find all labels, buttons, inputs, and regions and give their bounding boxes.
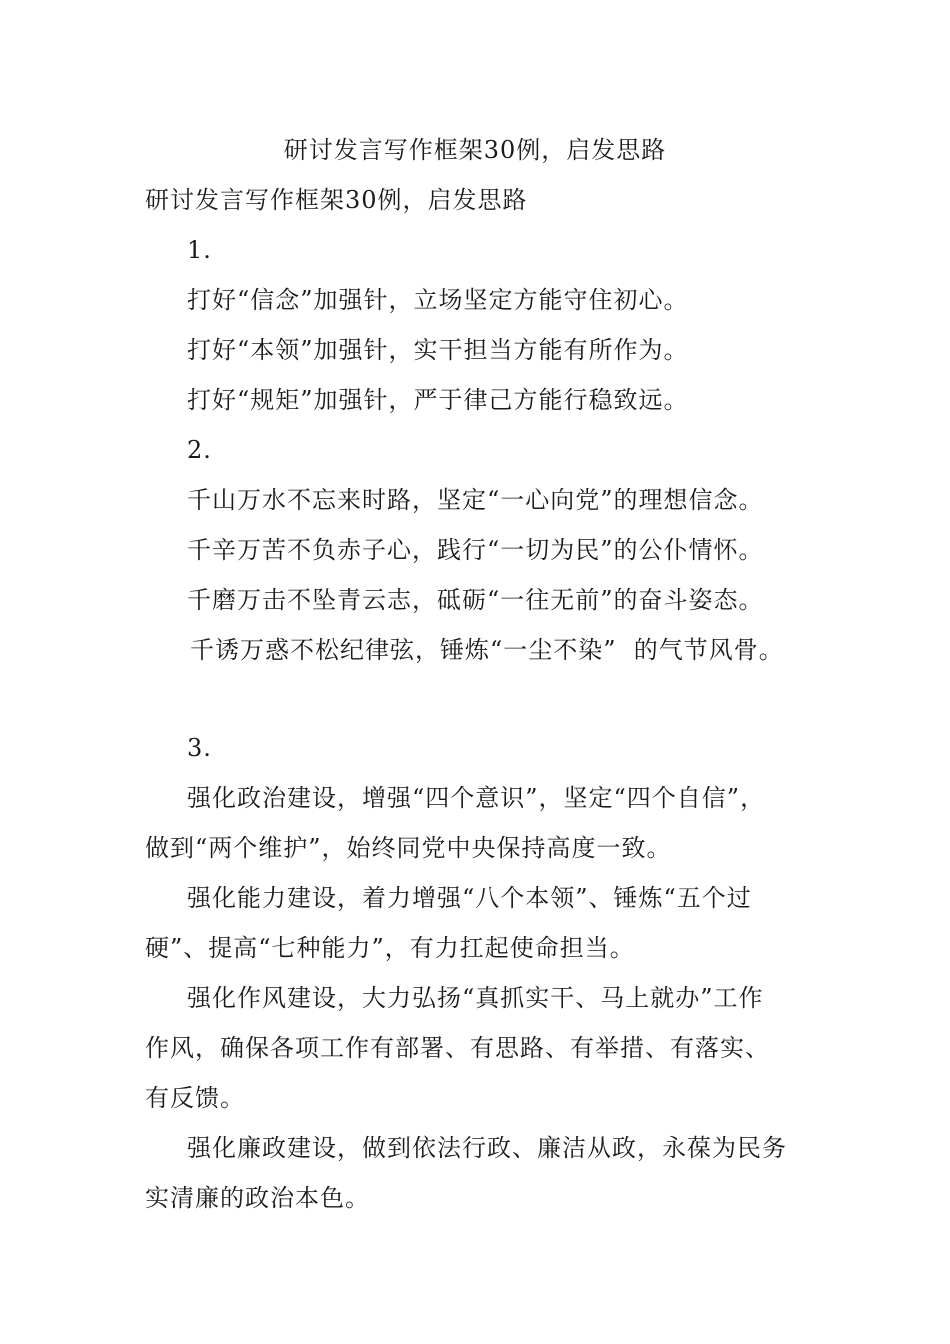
paragraph-line: 强化廉政建设，做到依法行政、廉洁从政，永葆为民务	[187, 1134, 787, 1162]
paragraph-line: 做到“两个维护”，始终同党中央保持高度一致。	[145, 834, 672, 862]
paragraph-line: 实清廉的政治本色。	[145, 1184, 370, 1212]
section-number: 2.	[187, 436, 212, 464]
section-number: 3.	[187, 734, 212, 762]
section-number: 1.	[187, 236, 212, 264]
section-line: 千山万水不忘来时路，坚定“一心向党”的理想信念。	[187, 486, 764, 514]
document-subtitle: 研讨发言写作框架30例，启发思路	[145, 186, 528, 214]
paragraph-line: 作风，确保各项工作有部署、有思路、有举措、有落实、	[145, 1034, 770, 1062]
section-line: 打好“规矩”加强针，严于律己方能行稳致远。	[187, 386, 689, 414]
paragraph-line: 强化政治建设，增强“四个意识”，坚定“四个自信”，	[187, 784, 766, 812]
section-line: 千辛万苦不负赤子心，践行“一切为民”的公仆情怀。	[187, 536, 764, 564]
paragraph-line: 强化能力建设，着力增强“八个本领”、锤炼“五个过	[187, 884, 752, 912]
section-line: 打好“信念”加强针，立场坚定方能守住初心。	[187, 286, 689, 314]
paragraph-line: 有反馈。	[145, 1084, 245, 1112]
section-line: 千磨万击不坠青云志，砥砺“一往无前”的奋斗姿态。	[187, 586, 764, 614]
paragraph-line: 强化作风建设，大力弘扬“真抓实干、马上就办”工作	[187, 984, 764, 1012]
document-title: 研讨发言写作框架30例，启发思路	[283, 136, 667, 164]
section-line: 打好“本领”加强针，实干担当方能有所作为。	[187, 336, 689, 364]
paragraph-line: 硬”、提高“七种能力”，有力扛起使命担当。	[145, 934, 635, 962]
section-line: 千诱万惑不松纪律弦，锤炼“一尘不染” 的气节风骨。	[190, 636, 784, 664]
